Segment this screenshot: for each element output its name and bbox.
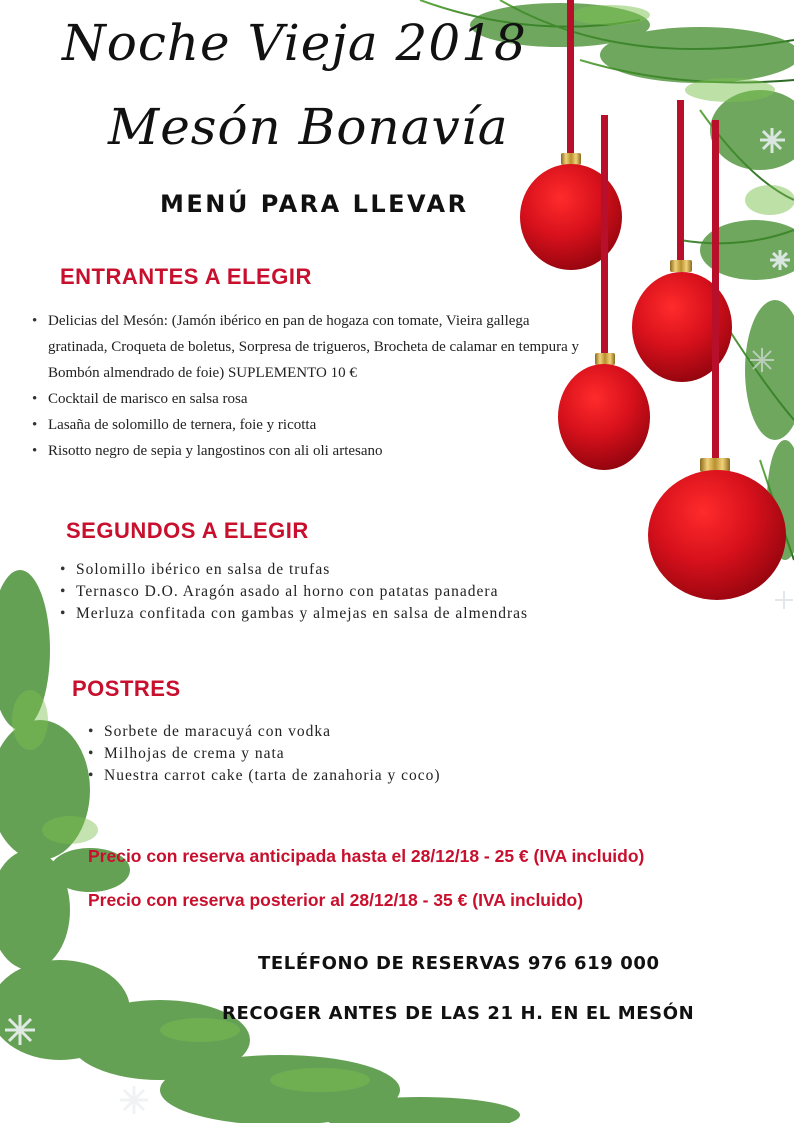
pickup-notice: RECOGER ANTES DE LAS 21 H. EN EL MESÓN [222,1003,695,1024]
list-item: • Lasaña de solomillo de ternera, foie y ricotta [32,412,592,438]
list-item: • Delicias del Mesón: (Jamón ibérico en pan de hogaza con tomate, Vieira gallega gratinada, Croqueta de boletus, Sorpresa de trigueros, Brocheta de calamar en tempura y Bombón almendrado de foie) SUPLEMENTO 10 € [32,308,592,386]
section-heading-postres: POSTRES [72,676,181,701]
title-line-1: Noche Vieja 2018 [62,14,527,72]
section-heading-entrantes: ENTRANTES A ELEGIR [60,264,312,289]
section-heading-segundos: SEGUNDOS A ELEGIR [66,518,309,543]
title-line-2: Mesón Bonavía [108,98,509,156]
list-item: • Risotto negro de sepia y langostinos con ali oli artesano [32,438,592,464]
list-item: • Nuestra carrot cake (tarta de zanahoria y coco) [88,765,568,787]
list-item: • Sorbete de maracuyá con vodka [88,721,568,743]
menu-subtitle: MENÚ PARA LLEVAR [160,190,469,218]
entrantes-list [32,308,592,464]
list-item: • Milhojas de crema y nata [88,743,568,765]
red-ornament-ball-icon [648,470,786,600]
phone-reservations: TELÉFONO DE RESERVAS 976 619 000 [258,953,660,974]
list-item: • Ternasco D.O. Aragón asado al horno con patatas panadera [60,581,620,603]
postres-list [88,721,568,787]
price-early-booking: Precio con reserva anticipada hasta el 28/12/18 - 25 € (IVA incluido) [88,846,645,866]
segundos-list [60,559,620,625]
list-item: • Solomillo ibérico en salsa de trufas [60,559,620,581]
list-item: • Cocktail de marisco en salsa rosa [32,386,592,412]
list-item: • Merluza confitada con gambas y almejas en salsa de almendras [60,603,546,625]
price-late-booking: Precio con reserva posterior al 28/12/18 - 35 € (IVA incluido) [88,890,584,910]
